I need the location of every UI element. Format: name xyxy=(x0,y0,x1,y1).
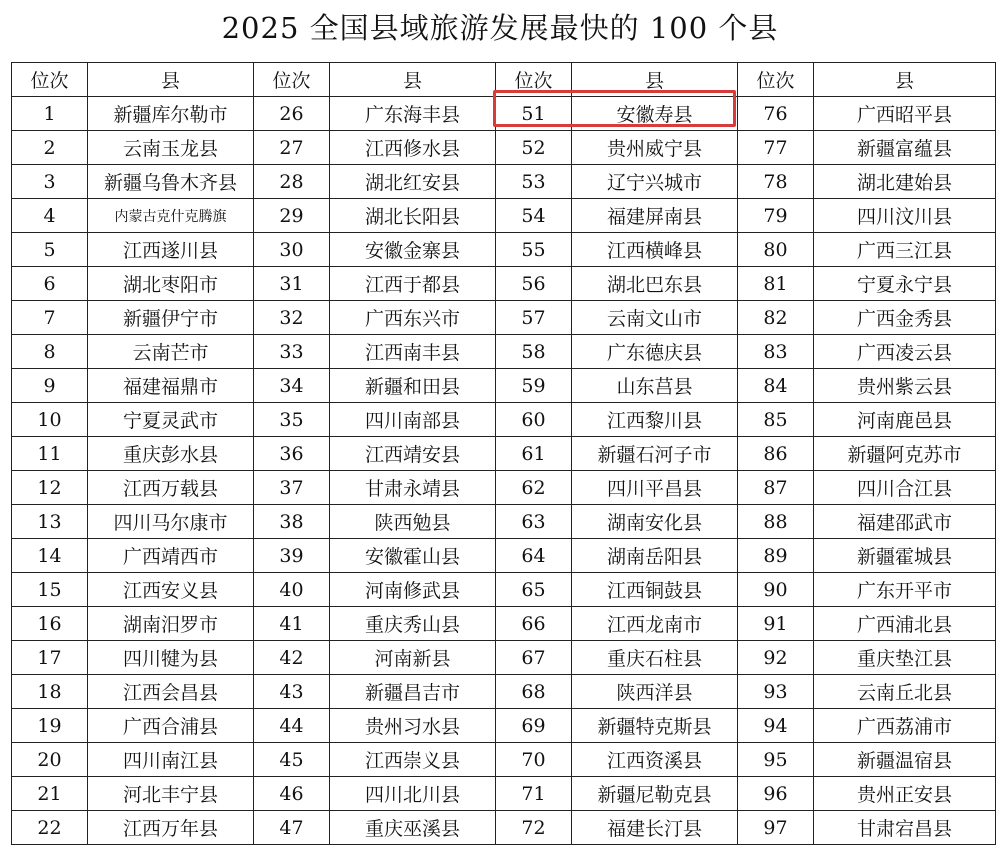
rank-cell: 70 xyxy=(496,743,572,777)
county-cell: 贵州威宁县 xyxy=(572,131,738,165)
county-cell: 重庆彭水县 xyxy=(88,437,254,471)
rank-cell: 21 xyxy=(12,777,88,811)
rank-cell: 5 xyxy=(12,233,88,267)
rank-cell: 56 xyxy=(496,267,572,301)
rank-cell: 11 xyxy=(12,437,88,471)
rank-cell: 66 xyxy=(496,607,572,641)
county-cell: 广西三江县 xyxy=(814,233,996,267)
rank-cell: 67 xyxy=(496,641,572,675)
rank-cell: 3 xyxy=(12,165,88,199)
rank-cell: 26 xyxy=(254,97,330,131)
rank-cell: 61 xyxy=(496,437,572,471)
county-cell: 重庆秀山县 xyxy=(330,607,496,641)
county-cell: 安徽霍山县 xyxy=(330,539,496,573)
county-cell: 四川汶川县 xyxy=(814,199,996,233)
header-rank: 位次 xyxy=(738,63,814,97)
rank-cell: 22 xyxy=(12,811,88,845)
rank-cell: 35 xyxy=(254,403,330,437)
county-cell: 江西横峰县 xyxy=(572,233,738,267)
table-row xyxy=(12,811,996,845)
county-cell: 广东开平市 xyxy=(814,573,996,607)
header-rank: 位次 xyxy=(254,63,330,97)
rank-cell: 83 xyxy=(738,335,814,369)
county-cell: 广西昭平县 xyxy=(814,97,996,131)
rank-cell: 38 xyxy=(254,505,330,539)
rank-cell: 77 xyxy=(738,131,814,165)
rank-cell: 87 xyxy=(738,471,814,505)
county-cell: 新疆阿克苏市 xyxy=(814,437,996,471)
county-cell: 江西会昌县 xyxy=(88,675,254,709)
county-cell: 甘肃永靖县 xyxy=(330,471,496,505)
rank-cell: 31 xyxy=(254,267,330,301)
county-cell: 江西靖安县 xyxy=(330,437,496,471)
rank-cell: 86 xyxy=(738,437,814,471)
rank-cell: 37 xyxy=(254,471,330,505)
county-cell: 陕西洋县 xyxy=(572,675,738,709)
table-row xyxy=(12,539,996,573)
rank-cell: 57 xyxy=(496,301,572,335)
table-row xyxy=(12,505,996,539)
rank-cell: 85 xyxy=(738,403,814,437)
county-cell: 河南鹿邑县 xyxy=(814,403,996,437)
rank-cell: 40 xyxy=(254,573,330,607)
county-cell: 山东莒县 xyxy=(572,369,738,403)
county-cell: 广西浦北县 xyxy=(814,607,996,641)
header-rank: 位次 xyxy=(496,63,572,97)
table-row xyxy=(12,641,996,675)
header-county: 县 xyxy=(330,63,496,97)
rank-cell: 32 xyxy=(254,301,330,335)
county-cell: 新疆霍城县 xyxy=(814,539,996,573)
county-cell: 广西合浦县 xyxy=(88,709,254,743)
table-row xyxy=(12,165,996,199)
rank-cell: 30 xyxy=(254,233,330,267)
county-cell: 重庆垫江县 xyxy=(814,641,996,675)
rank-cell: 46 xyxy=(254,777,330,811)
rank-cell: 69 xyxy=(496,709,572,743)
rank-cell: 62 xyxy=(496,471,572,505)
county-cell: 宁夏永宁县 xyxy=(814,267,996,301)
county-cell: 新疆温宿县 xyxy=(814,743,996,777)
county-cell: 河南新县 xyxy=(330,641,496,675)
county-cell: 江西修水县 xyxy=(330,131,496,165)
county-cell: 广西凌云县 xyxy=(814,335,996,369)
rank-cell: 55 xyxy=(496,233,572,267)
county-cell: 湖北巴东县 xyxy=(572,267,738,301)
rank-cell: 63 xyxy=(496,505,572,539)
rank-cell: 13 xyxy=(12,505,88,539)
table-row xyxy=(12,301,996,335)
rank-cell: 93 xyxy=(738,675,814,709)
rank-cell: 82 xyxy=(738,301,814,335)
county-cell: 福建长汀县 xyxy=(572,811,738,845)
rank-cell: 6 xyxy=(12,267,88,301)
county-cell: 贵州正安县 xyxy=(814,777,996,811)
header-county: 县 xyxy=(814,63,996,97)
county-cell: 湖北长阳县 xyxy=(330,199,496,233)
county-cell: 福建邵武市 xyxy=(814,505,996,539)
county-cell: 江西万载县 xyxy=(88,471,254,505)
ranking-table xyxy=(11,62,996,845)
header-row xyxy=(12,63,996,97)
rank-cell: 10 xyxy=(12,403,88,437)
county-cell: 江西资溪县 xyxy=(572,743,738,777)
county-cell: 贵州紫云县 xyxy=(814,369,996,403)
rank-cell: 41 xyxy=(254,607,330,641)
rank-cell: 95 xyxy=(738,743,814,777)
rank-cell: 58 xyxy=(496,335,572,369)
county-cell: 新疆特克斯县 xyxy=(572,709,738,743)
county-cell: 江西于都县 xyxy=(330,267,496,301)
rank-cell: 18 xyxy=(12,675,88,709)
county-cell: 四川平昌县 xyxy=(572,471,738,505)
county-cell: 四川南部县 xyxy=(330,403,496,437)
rank-cell: 9 xyxy=(12,369,88,403)
rank-cell: 59 xyxy=(496,369,572,403)
rank-cell: 84 xyxy=(738,369,814,403)
rank-cell: 43 xyxy=(254,675,330,709)
county-cell: 新疆库尔勒市 xyxy=(88,97,254,131)
rank-cell: 65 xyxy=(496,573,572,607)
county-cell: 安徽寿县 xyxy=(572,97,738,131)
header-rank: 位次 xyxy=(12,63,88,97)
county-cell: 新疆伊宁市 xyxy=(88,301,254,335)
table-row xyxy=(12,369,996,403)
county-cell: 湖南岳阳县 xyxy=(572,539,738,573)
rank-cell: 42 xyxy=(254,641,330,675)
rank-cell: 34 xyxy=(254,369,330,403)
county-cell: 云南芒市 xyxy=(88,335,254,369)
county-cell: 广西靖西市 xyxy=(88,539,254,573)
county-cell: 新疆尼勒克县 xyxy=(572,777,738,811)
county-cell: 贵州习水县 xyxy=(330,709,496,743)
page-title: 2025 全国县域旅游发展最快的 100 个县 xyxy=(221,11,779,45)
county-cell: 湖南汨罗市 xyxy=(88,607,254,641)
rank-cell: 44 xyxy=(254,709,330,743)
rank-cell: 28 xyxy=(254,165,330,199)
rank-cell: 17 xyxy=(12,641,88,675)
county-cell: 江西遂川县 xyxy=(88,233,254,267)
rank-cell: 52 xyxy=(496,131,572,165)
rank-cell: 97 xyxy=(738,811,814,845)
county-cell: 甘肃宕昌县 xyxy=(814,811,996,845)
county-cell: 河南修武县 xyxy=(330,573,496,607)
table-row xyxy=(12,437,996,471)
county-cell: 云南玉龙县 xyxy=(88,131,254,165)
table-row xyxy=(12,777,996,811)
rank-cell: 14 xyxy=(12,539,88,573)
rank-cell: 64 xyxy=(496,539,572,573)
rank-cell: 47 xyxy=(254,811,330,845)
county-cell: 江西铜鼓县 xyxy=(572,573,738,607)
county-cell: 四川南江县 xyxy=(88,743,254,777)
rank-cell: 79 xyxy=(738,199,814,233)
county-cell: 湖南安化县 xyxy=(572,505,738,539)
table-row xyxy=(12,675,996,709)
table-row xyxy=(12,97,996,131)
table-row xyxy=(12,471,996,505)
county-cell: 四川马尔康市 xyxy=(88,505,254,539)
county-cell: 新疆昌吉市 xyxy=(330,675,496,709)
county-cell: 云南丘北县 xyxy=(814,675,996,709)
rank-cell: 68 xyxy=(496,675,572,709)
rank-cell: 19 xyxy=(12,709,88,743)
county-cell: 湖北枣阳市 xyxy=(88,267,254,301)
rank-cell: 80 xyxy=(738,233,814,267)
rank-cell: 29 xyxy=(254,199,330,233)
county-cell: 江西安义县 xyxy=(88,573,254,607)
county-cell: 湖北红安县 xyxy=(330,165,496,199)
county-cell: 重庆巫溪县 xyxy=(330,811,496,845)
rank-cell: 88 xyxy=(738,505,814,539)
rank-cell: 1 xyxy=(12,97,88,131)
rank-cell: 16 xyxy=(12,607,88,641)
rank-cell: 90 xyxy=(738,573,814,607)
table-row xyxy=(12,709,996,743)
county-cell: 江西崇义县 xyxy=(330,743,496,777)
county-cell: 江西南丰县 xyxy=(330,335,496,369)
county-cell: 新疆乌鲁木齐县 xyxy=(88,165,254,199)
county-cell: 江西黎川县 xyxy=(572,403,738,437)
county-cell: 河北丰宁县 xyxy=(88,777,254,811)
county-cell: 福建福鼎市 xyxy=(88,369,254,403)
rank-cell: 92 xyxy=(738,641,814,675)
rank-cell: 4 xyxy=(12,199,88,233)
county-cell: 湖北建始县 xyxy=(814,165,996,199)
county-cell: 四川犍为县 xyxy=(88,641,254,675)
rank-cell: 81 xyxy=(738,267,814,301)
county-cell: 广西荔浦市 xyxy=(814,709,996,743)
rank-cell: 8 xyxy=(12,335,88,369)
county-cell: 新疆富蕴县 xyxy=(814,131,996,165)
county-cell: 新疆和田县 xyxy=(330,369,496,403)
table-row xyxy=(12,743,996,777)
rank-cell: 54 xyxy=(496,199,572,233)
rank-cell: 53 xyxy=(496,165,572,199)
table-row xyxy=(12,131,996,165)
rank-cell: 60 xyxy=(496,403,572,437)
rank-cell: 27 xyxy=(254,131,330,165)
table-row xyxy=(12,233,996,267)
county-cell: 辽宁兴城市 xyxy=(572,165,738,199)
table-row xyxy=(12,403,996,437)
rank-cell: 12 xyxy=(12,471,88,505)
rank-cell: 20 xyxy=(12,743,88,777)
rank-cell: 89 xyxy=(738,539,814,573)
rank-cell: 91 xyxy=(738,607,814,641)
rank-cell: 39 xyxy=(254,539,330,573)
rank-cell: 78 xyxy=(738,165,814,199)
table-row xyxy=(12,573,996,607)
county-cell: 内蒙古克什克腾旗 xyxy=(88,199,254,233)
rank-cell: 76 xyxy=(738,97,814,131)
county-cell: 广东德庆县 xyxy=(572,335,738,369)
rank-cell: 7 xyxy=(12,301,88,335)
rank-cell: 45 xyxy=(254,743,330,777)
header-county: 县 xyxy=(572,63,738,97)
county-cell: 新疆石河子市 xyxy=(572,437,738,471)
county-cell: 广东海丰县 xyxy=(330,97,496,131)
table-row xyxy=(12,267,996,301)
county-cell: 云南文山市 xyxy=(572,301,738,335)
county-cell: 广西东兴市 xyxy=(330,301,496,335)
table-row xyxy=(12,199,996,233)
rank-cell: 2 xyxy=(12,131,88,165)
rank-cell: 94 xyxy=(738,709,814,743)
county-cell: 安徽金寨县 xyxy=(330,233,496,267)
header-county: 县 xyxy=(88,63,254,97)
county-cell: 江西龙南市 xyxy=(572,607,738,641)
county-cell: 重庆石柱县 xyxy=(572,641,738,675)
table-row xyxy=(12,607,996,641)
county-cell: 宁夏灵武市 xyxy=(88,403,254,437)
table-row xyxy=(12,335,996,369)
rank-cell: 33 xyxy=(254,335,330,369)
county-cell: 四川合江县 xyxy=(814,471,996,505)
rank-cell: 15 xyxy=(12,573,88,607)
county-cell: 陕西勉县 xyxy=(330,505,496,539)
county-cell: 江西万年县 xyxy=(88,811,254,845)
county-cell: 四川北川县 xyxy=(330,777,496,811)
rank-cell: 51 xyxy=(496,97,572,131)
rank-cell: 72 xyxy=(496,811,572,845)
rank-cell: 36 xyxy=(254,437,330,471)
rank-cell: 96 xyxy=(738,777,814,811)
county-cell: 广西金秀县 xyxy=(814,301,996,335)
rank-cell: 71 xyxy=(496,777,572,811)
county-cell: 福建屏南县 xyxy=(572,199,738,233)
